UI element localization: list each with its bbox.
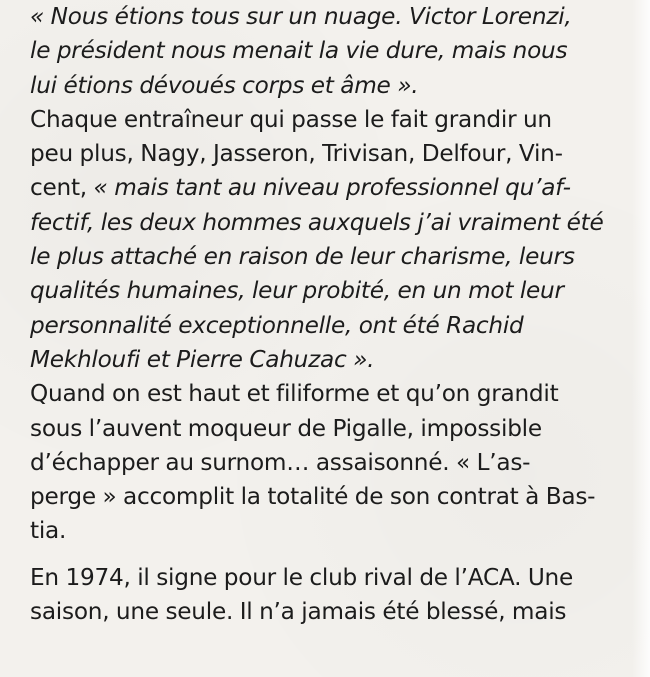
body-text: Chaque entraîneur qui passe le fait grandir un bbox=[30, 105, 552, 133]
body-text: peu plus, Nagy, Jasseron, Trivisan, Delfour, Vin- bbox=[30, 140, 563, 168]
body-text: d’échapper au surnom… assaisonné. « L’as- bbox=[30, 448, 531, 476]
quote-text: qualités humaines, leur probité, en un mot leur bbox=[30, 277, 564, 305]
text-line bbox=[30, 171, 618, 205]
body-text: saison, une seule. Il n’a jamais été blessé, mais bbox=[30, 598, 567, 626]
quote-text: « mais tant au niveau professionnel qu’af- bbox=[93, 174, 571, 202]
text-line bbox=[30, 309, 618, 343]
article-column bbox=[30, 0, 618, 629]
quote-text: le plus attaché en raison de leur charisme, leurs bbox=[30, 243, 575, 271]
body-text: cent, bbox=[30, 174, 94, 202]
body-text: sous l’auvent moqueur de Pigalle, impossible bbox=[30, 414, 542, 442]
text-line bbox=[30, 514, 618, 548]
text-line bbox=[30, 561, 618, 595]
body-text: En 1974, il signe pour le club rival de l’ACA. Une bbox=[30, 563, 574, 591]
paper-edge bbox=[632, 0, 650, 677]
text-line bbox=[30, 0, 618, 34]
quote-text: « Nous étions tous sur un nuage. Victor Lorenzi, bbox=[30, 3, 572, 30]
text-line bbox=[30, 240, 618, 274]
quote-text: Mekhloufi et Pierre Cahuzac ». bbox=[30, 345, 375, 373]
quote-text: lui étions dévoués corps et âme ». bbox=[30, 71, 419, 99]
text-line bbox=[30, 34, 618, 68]
quote-text: fectif, les deux hommes auxquels j’ai vraiment été bbox=[30, 208, 604, 236]
body-text: Quand on est haut et filiforme et qu’on grandit bbox=[30, 380, 559, 408]
quote-text: le président nous menait la vie dure, mais nous bbox=[30, 37, 568, 65]
text-line bbox=[30, 69, 618, 103]
text-line bbox=[30, 343, 618, 377]
body-text: perge » accomplit la totalité de son contrat à Bas- bbox=[30, 483, 596, 511]
text-line bbox=[30, 412, 618, 446]
quote-text: personnalité exceptionnelle, ont été Rachid bbox=[30, 311, 524, 339]
text-line bbox=[30, 103, 618, 137]
text-line bbox=[30, 480, 618, 514]
paragraph-gap bbox=[30, 549, 618, 561]
text-line bbox=[30, 274, 618, 308]
text-line bbox=[30, 446, 618, 480]
body-text: tia. bbox=[30, 517, 67, 545]
text-line bbox=[30, 206, 618, 240]
text-line bbox=[30, 377, 618, 411]
text-line bbox=[30, 595, 618, 629]
text-line bbox=[30, 137, 618, 171]
